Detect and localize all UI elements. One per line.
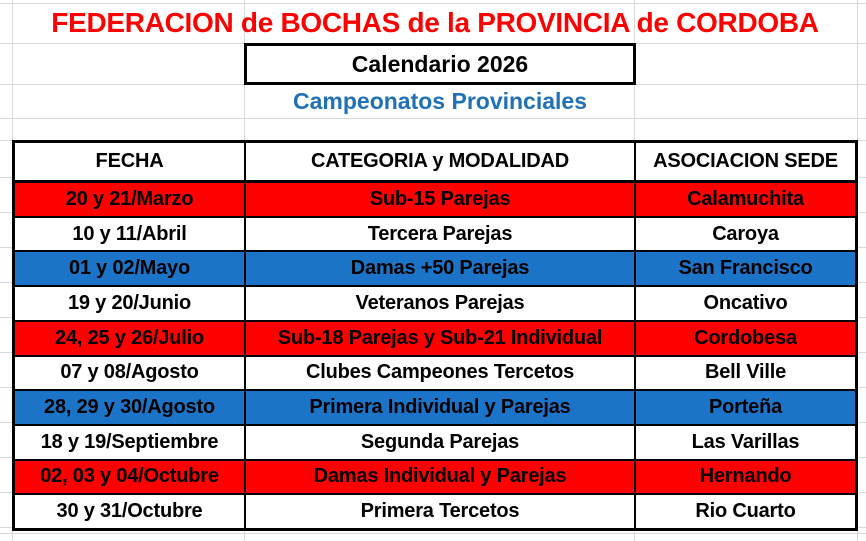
cell-categoria: Clubes Campeones Tercetos — [246, 357, 636, 390]
table-row — [15, 252, 855, 287]
cell-sede: San Francisco — [678, 257, 813, 280]
cell-fecha: 28, 29 y 30/Agosto — [15, 391, 246, 424]
calendar-year-box — [244, 43, 636, 85]
gridline — [0, 533, 866, 534]
cell-categoria: Sub-18 Parejas y Sub-21 Individual — [246, 322, 636, 355]
table-row — [15, 391, 855, 426]
cell-categoria: Segunda Parejas — [246, 426, 636, 459]
cell-sede: Porteña — [708, 396, 783, 419]
column-header-sede: ASOCIACION SEDE — [653, 150, 838, 172]
column-header-fecha: FECHA — [15, 143, 246, 180]
table-row — [15, 218, 855, 253]
calendar-table — [12, 140, 858, 531]
cell-categoria: Tercera Parejas — [246, 218, 636, 251]
cell-sede: Bell Ville — [704, 361, 786, 384]
cell-categoria: Veteranos Parejas — [246, 287, 636, 320]
cell-fecha: 07 y 08/Agosto — [15, 357, 246, 390]
calendar-year-label: Calendario 2026 — [351, 50, 529, 77]
table-row — [15, 322, 855, 357]
table-row — [15, 287, 855, 322]
cell-sede: Las Varillas — [691, 430, 800, 453]
cell-fecha: 10 y 11/Abril — [15, 218, 246, 251]
table-row — [15, 461, 855, 496]
cell-sede: Caroya — [712, 222, 779, 245]
table-row — [15, 426, 855, 461]
cell-fecha: 02, 03 y 04/Octubre — [15, 461, 246, 494]
table-body — [15, 183, 855, 528]
cell-categoria: Primera Individual y Parejas — [246, 391, 636, 424]
column-header-categoria: CATEGORIA y MODALIDAD — [246, 143, 636, 180]
table-row — [15, 357, 855, 392]
section-title: Campeonatos Provinciales — [293, 88, 587, 114]
cell-sede: Rio Cuarto — [695, 500, 796, 523]
table-row — [15, 183, 855, 218]
cell-categoria: Sub-15 Parejas — [246, 183, 636, 216]
cell-categoria: Primera Tercetos — [246, 495, 636, 528]
cell-fecha: 20 y 21/Marzo — [15, 183, 246, 216]
cell-fecha: 01 y 02/Mayo — [15, 252, 246, 285]
cell-sede: Cordobesa — [694, 326, 797, 349]
cell-categoria: Damas +50 Parejas — [246, 252, 636, 285]
cell-fecha: 30 y 31/Octubre — [15, 495, 246, 528]
cell-categoria: Damas Individual y Parejas — [246, 461, 636, 494]
table-row — [15, 495, 855, 528]
cell-fecha: 24, 25 y 26/Julio — [15, 322, 246, 355]
cell-fecha: 19 y 20/Junio — [15, 287, 246, 320]
cell-fecha: 18 y 19/Septiembre — [15, 426, 246, 459]
federation-title: FEDERACION de BOCHAS de la PROVINCIA de CORDOBA — [51, 7, 819, 38]
table-header-row — [15, 143, 855, 183]
cell-sede: Calamuchita — [687, 187, 804, 210]
cell-sede: Hernando — [699, 465, 792, 488]
cell-sede: Oncativo — [703, 291, 788, 314]
gridline — [0, 118, 866, 119]
